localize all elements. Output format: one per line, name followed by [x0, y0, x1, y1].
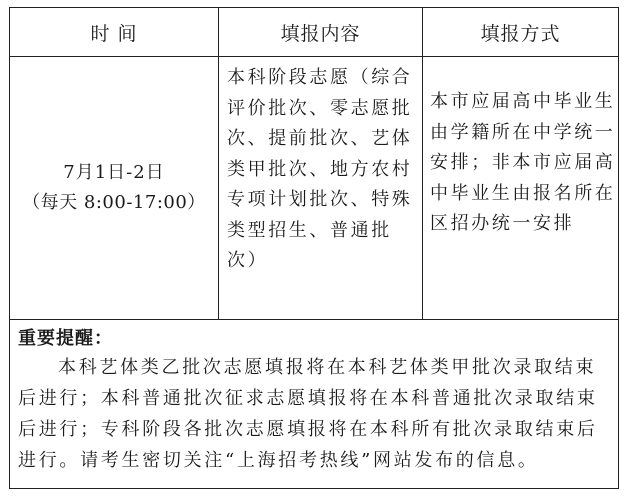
note-title: 重要提醒： — [18, 328, 113, 349]
important-note — [18, 326, 614, 486]
row-divider — [10, 319, 618, 320]
method-cell: 本市应届高中毕业生由学籍所在中学统一安排；非本市应届高中毕业生由报名所在区招办统一安排 — [430, 91, 616, 234]
header-method: 填报方式 — [480, 22, 561, 45]
content-cell: 本科阶段志愿（综合评价批次、零志愿批次、提前批次、艺体类甲批次、地方农村专项计划批次、特殊类型招生、普通批次） — [227, 67, 413, 271]
header-content: 填报内容 — [280, 22, 361, 45]
admissions-table — [9, 7, 619, 489]
note-body: 本科艺体类乙批次志愿填报将在本科艺体类甲批次录取结束后进行；本科普通批次征求志愿填报将在本科普通批次录取结束后进行；专科阶段各批次志愿填报将在本科所有批次录取结束后进行。请考生密切关注“上海招考热线”网站发布的信息。 — [18, 357, 598, 471]
header-time: 时 间 — [90, 22, 138, 45]
time-dates: 7月1日-2日 — [63, 162, 165, 183]
time-hours: （每天 8:00-17:00） — [22, 192, 206, 213]
time-cell — [10, 57, 218, 319]
